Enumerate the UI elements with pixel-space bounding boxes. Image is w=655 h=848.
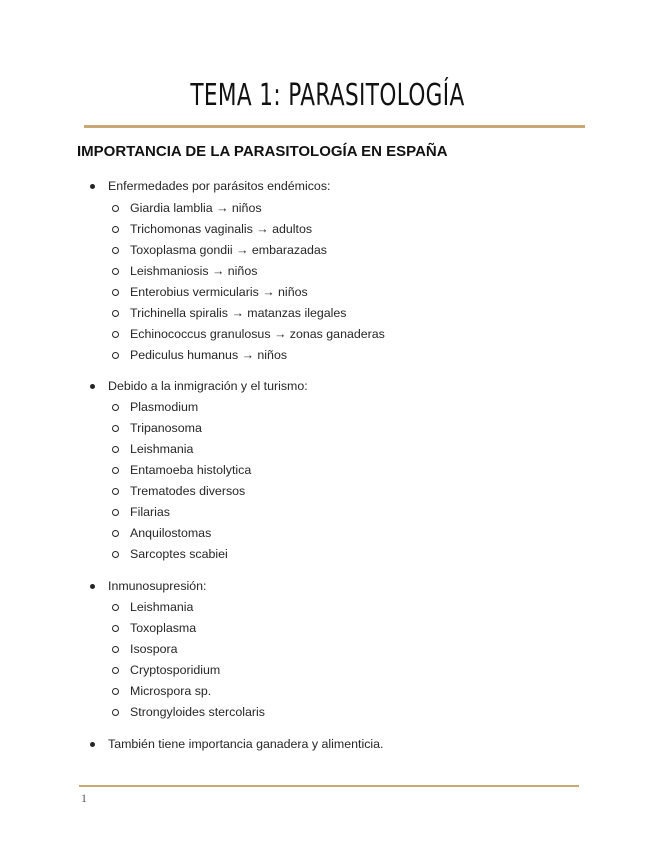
- sub-bullet-item: [130, 441, 193, 457]
- sub-bullet-item: [130, 420, 202, 436]
- sub-bullet-label: Entamoeba histolytica: [130, 463, 252, 477]
- sub-bullet-label: Pediculus humanus → niños: [130, 348, 288, 362]
- page-title: TEMA 1: PARASITOLOGÍA: [190, 78, 465, 113]
- bullet-ring-icon: [112, 425, 119, 432]
- bullet-ring-icon: [112, 667, 119, 674]
- sub-bullet-item: [130, 620, 196, 636]
- bullet-item: [108, 178, 330, 194]
- sub-bullet-label: Cryptosporidium: [130, 663, 221, 677]
- bullet-item: [108, 578, 207, 594]
- bullet-dot-icon: [90, 584, 95, 589]
- bullet-ring-icon: [112, 446, 119, 453]
- bullet-ring-icon: [112, 331, 119, 338]
- bullet-ring-icon: [112, 551, 119, 558]
- bullet-item: [108, 378, 308, 394]
- bullet-label: Debido a la inmigración y el turismo:: [108, 379, 308, 393]
- sub-bullet-label: Leishmaniosis → niños: [130, 264, 258, 278]
- sub-bullet-label: Sarcoptes scabiei: [130, 547, 228, 561]
- sub-bullet-label: Giardia lamblia → niños: [130, 201, 262, 215]
- sub-bullet-item: [130, 483, 245, 499]
- bullet-ring-icon: [112, 310, 119, 317]
- sub-bullet-item: [130, 284, 308, 300]
- sub-bullet-label: Anquilostomas: [130, 526, 212, 540]
- sub-bullet-label: Trichinella spiralis → matanzas ilegales: [130, 306, 347, 320]
- bullet-item: [108, 736, 384, 752]
- sub-bullet-item: [130, 305, 346, 321]
- sub-bullet-item: [130, 683, 211, 699]
- sub-bullet-label: Tripanosoma: [130, 421, 202, 435]
- bullet-ring-icon: [112, 352, 119, 359]
- sub-bullet-item: [130, 462, 251, 478]
- sub-bullet-item: [130, 326, 385, 342]
- bullet-ring-icon: [112, 488, 119, 495]
- bullet-ring-icon: [112, 268, 119, 275]
- bullet-ring-icon: [112, 688, 119, 695]
- sub-bullet-item: [130, 599, 193, 615]
- bullet-ring-icon: [112, 404, 119, 411]
- sub-bullet-label: Microspora sp.: [130, 684, 212, 698]
- bullet-ring-icon: [112, 530, 119, 537]
- sub-bullet-item: [130, 662, 220, 678]
- sub-bullet-label: Trematodes diversos: [130, 484, 246, 498]
- bullet-ring-icon: [112, 709, 119, 716]
- sub-bullet-label: Leishmania: [130, 442, 194, 456]
- title-divider: [84, 125, 585, 128]
- sub-bullet-label: Plasmodium: [130, 400, 199, 414]
- bullet-ring-icon: [112, 205, 119, 212]
- bullet-label: También tiene importancia ganadera y alimenticia.: [108, 737, 384, 751]
- sub-bullet-item: [130, 641, 178, 657]
- sub-bullet-item: [130, 200, 262, 216]
- sub-bullet-item: [130, 399, 198, 415]
- sub-bullet-label: Toxoplasma: [130, 621, 197, 635]
- sub-bullet-label: Leishmania: [130, 600, 194, 614]
- bullet-dot-icon: [90, 184, 95, 189]
- bullet-ring-icon: [112, 289, 119, 296]
- bullet-dot-icon: [90, 742, 95, 747]
- sub-bullet-label: Toxoplasma gondii → embarazadas: [130, 243, 327, 257]
- bullet-ring-icon: [112, 604, 119, 611]
- bullet-ring-icon: [112, 247, 119, 254]
- sub-bullet-item: [130, 704, 265, 720]
- bullet-ring-icon: [112, 467, 119, 474]
- sub-bullet-label: Echinococcus granulosus → zonas ganaderas: [130, 327, 385, 341]
- sub-bullet-item: [130, 504, 170, 520]
- sub-bullet-label: Strongyloides stercolaris: [130, 705, 265, 719]
- bullet-ring-icon: [112, 646, 119, 653]
- bullet-label: Enfermedades por parásitos endémicos:: [108, 179, 331, 193]
- bullet-label: Inmunosupresión:: [108, 579, 207, 593]
- section-heading: IMPORTANCIA DE LA PARASITOLOGÍA EN ESPAÑA: [77, 143, 448, 160]
- sub-bullet-item: [130, 525, 211, 541]
- sub-bullet-label: Filarias: [130, 505, 170, 519]
- sub-bullet-item: [130, 242, 327, 258]
- sub-bullet-item: [130, 347, 287, 363]
- page-number: 1: [81, 791, 87, 805]
- sub-bullet-label: Enterobius vermicularis → niños: [130, 285, 308, 299]
- bullet-dot-icon: [90, 384, 95, 389]
- sub-bullet-label: Isospora: [130, 642, 178, 656]
- sub-bullet-label: Trichomonas vaginalis → adultos: [130, 222, 313, 236]
- bullet-ring-icon: [112, 625, 119, 632]
- sub-bullet-item: [130, 546, 228, 562]
- bullet-ring-icon: [112, 509, 119, 516]
- bullet-ring-icon: [112, 226, 119, 233]
- footer-divider: [79, 785, 579, 787]
- sub-bullet-item: [130, 221, 312, 237]
- sub-bullet-item: [130, 263, 257, 279]
